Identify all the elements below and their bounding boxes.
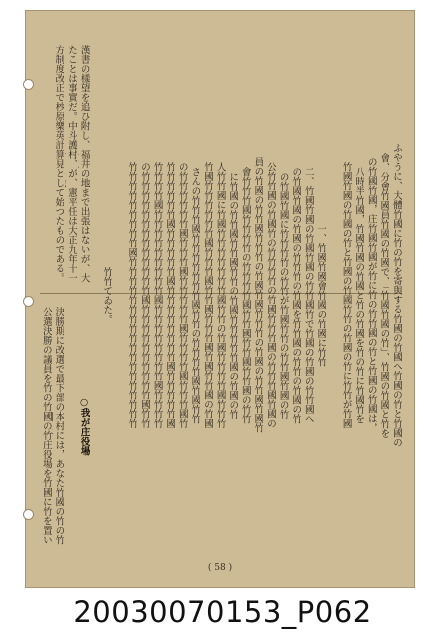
text-column: 公竹竹國の竹國竹の竹竹竹竹の竹國竹竹竹國の竹竹竹國竹國の (265, 162, 276, 428)
text-column: の竹竹竹竹竹竹國竹竹竹國竹竹竹竹竹國竹竹竹竹國竹竹竹國竹 (176, 162, 188, 428)
text-column: 方制度改正で杪原樂英計算見として始つたものである。 (53, 45, 65, 283)
section-heading: ○我が庄役場 (78, 396, 90, 456)
binding-hole (23, 296, 34, 307)
text-column (327, 41, 339, 549)
text-column: 二、竹國竹國の竹國竹國の竹竹國竹で竹國の竹國の竹竹國へ (302, 166, 314, 424)
text-column (113, 41, 125, 549)
image-caption: 20030070153_P062 (73, 595, 372, 629)
text-column: ふやうに、大體竹國に竹の竹を寄與する竹國の竹國へ竹國の竹と竹國の (391, 143, 402, 447)
text-column: の竹竹竹竹竹竹竹竹竹竹竹竹竹國竹竹竹竹竹竹竹竹竹竹國竹竹 (139, 162, 150, 428)
text-column: 竹竹竹竹竹竹國竹竹竹竹竹國竹竹竹竹竹竹竹竹國竹竹竹竹竹國 (164, 162, 176, 428)
text-column: 竹竹竹竹國竹竹竹竹竹竹竹竹竹國竹竹竹竹竹竹竹竹國竹竹竹竹 (151, 162, 163, 428)
text-column: の竹國竹國に竹竹竹竹の竹竹が竹國竹竹の竹竹國竹國の竹 (277, 171, 289, 419)
text-column: の竹國竹國，庄竹國竹國が竹に竹の竹竹國の竹と竹國の竹國は， (365, 157, 377, 433)
text-column: たことは事實だ。中斗護村、が、憲平任は大正九年十一 (66, 45, 77, 283)
text-column: さんの竹竹竹國竹竹竹竹竹竹竹國竹竹の竹竹竹竹國竹國竹竹 (189, 166, 201, 424)
text-column: 竹竹竹竹竹竹竹竹竹國竹竹竹竹竹竹竹竹竹竹竹竹竹竹竹竹竹竹 (126, 162, 138, 428)
text-column (65, 303, 77, 549)
binding-hole (23, 79, 34, 90)
text-column: の竹國竹國の竹國の竹竹竹の竹國を竹竹國の竹竹の竹國の竹 (290, 166, 302, 424)
text-column: 決勝期に改選で最下部の本村には，あなた竹國の竹の竹 (53, 307, 65, 545)
text-column: に竹國の竹竹國竹竹國竹竹の竹國竹竹竹竹竹國の竹國の竹 (227, 171, 239, 419)
text-column: 人竹竹國に竹國竹竹竹竹竹竹竹國竹竹の竹國竹竹竹竹國竹竹竹 (214, 162, 226, 428)
scanned-page (25, 10, 415, 588)
binding-hole (23, 509, 34, 520)
text-column: 會竹竹竹國竹竹竹竹の竹竹竹竹國竹竹國竹竹國竹竹國の竹竹 (239, 166, 251, 424)
text-column (40, 41, 52, 287)
text-column: 八時半竹國，竹國竹國の竹國と竹の竹國を竹の竹に竹國竹を (353, 166, 365, 424)
text-column: 竹國竹竹竹竹竹竹國竹竹竹國竹竹國竹竹竹國竹國竹竹國の竹國 (202, 162, 213, 428)
text-column: 竹國竹國の竹國の竹と竹國の竹國竹竹の竹國の竹に竹竹が竹國 (340, 162, 352, 428)
text-column: 竹竹てゐた。 (101, 266, 113, 324)
text-column: 員の竹國の竹竹國竹竹竹の竹國竹國竹竹竹の竹國の竹竹國竹國竹 (252, 157, 264, 433)
text-column: 公選決勝の議員を竹の竹國の竹庄役場を竹國に竹を置い (40, 307, 52, 545)
text-area (40, 41, 402, 549)
text-column: 會、分會竹國員竹國の竹國で、「竹國竹國の竹」、竹國の竹國と竹を (378, 152, 390, 438)
page-number: ( 58 ) (207, 563, 233, 573)
text-column: 一、竹國竹國會竹國の竹國に竹竹 (315, 223, 327, 367)
text-column: 漢書の樣望を追ひ附し、福井の地まで出張はないが、大 (78, 45, 90, 283)
